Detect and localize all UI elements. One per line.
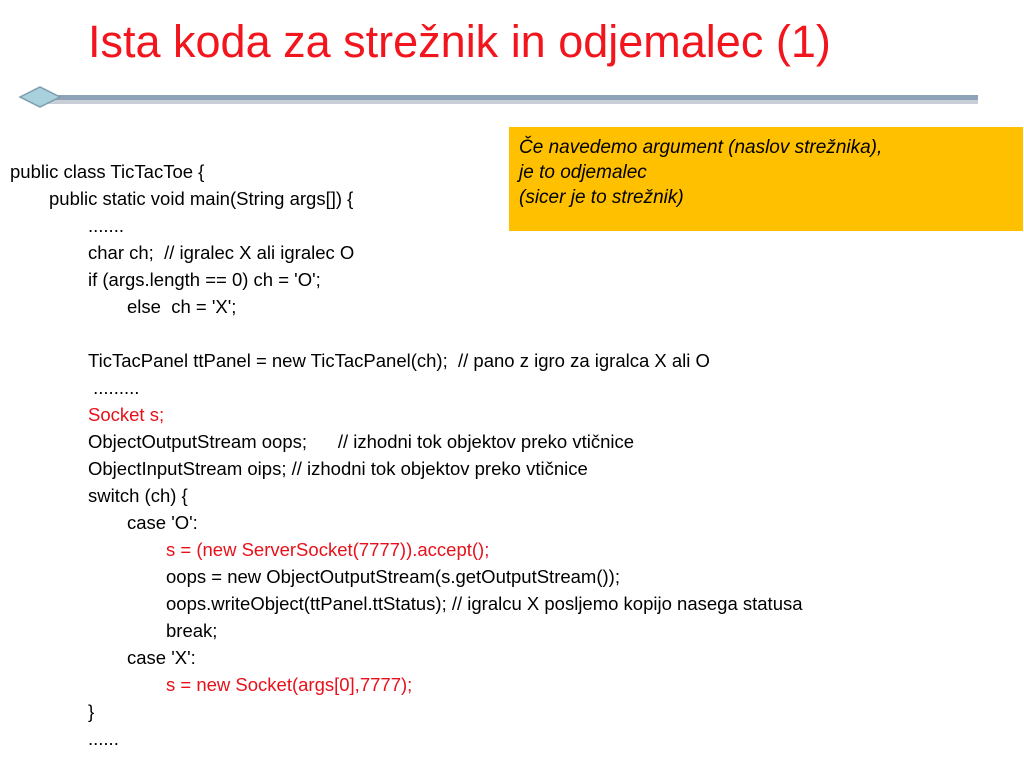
title-divider (18, 84, 980, 112)
code-line: TicTacPanel ttPanel = new TicTacPanel(ch); // pano z igro za igralca X ali O (88, 350, 710, 371)
code-listing (10, 158, 1010, 752)
callout-line: je to odjemalec (519, 162, 647, 183)
code-line-highlighted: s = (new ServerSocket(7777)).accept(); (166, 539, 490, 560)
code-line: if (args.length == 0) ch = 'O'; (88, 269, 321, 290)
code-line: break; (166, 620, 218, 641)
code-line: case 'X': (127, 647, 196, 668)
code-line (10, 320, 1010, 347)
divider-bar (40, 95, 978, 100)
slide-title: Ista koda za strežnik in odjemalec (1) (88, 16, 831, 67)
code-line: ObjectInputStream oips; // izhodni tok objektov preko vtičnice (88, 458, 588, 479)
code-line: public class TicTacToe { (10, 161, 205, 182)
code-line: oops.writeObject(ttPanel.ttStatus); // igralcu X posljemo kopijo nasega statusa (166, 593, 803, 614)
code-line-highlighted: s = new Socket(args[0],7777); (166, 674, 413, 695)
callout-line: (sicer je to strežnik) (519, 187, 684, 208)
code-line: public static void main(String args[]) { (49, 188, 354, 209)
code-line: oops = new ObjectOutputStream(s.getOutputStream()); (166, 566, 620, 587)
callout-line: Če navedemo argument (naslov strežnika), (519, 137, 883, 158)
code-line: switch (ch) { (88, 485, 188, 506)
code-line: else ch = 'X'; (127, 296, 237, 317)
code-line: ....... (88, 215, 124, 236)
code-line: ...... (88, 728, 119, 749)
code-line: ......... (88, 377, 140, 398)
code-line: case 'O': (127, 512, 198, 533)
code-line: } (88, 701, 95, 722)
code-line: char ch; // igralec X ali igralec O (88, 242, 355, 263)
code-line-highlighted: Socket s; (88, 404, 165, 425)
code-line: ObjectOutputStream oops; // izhodni tok objektov preko vtičnice (88, 431, 635, 452)
